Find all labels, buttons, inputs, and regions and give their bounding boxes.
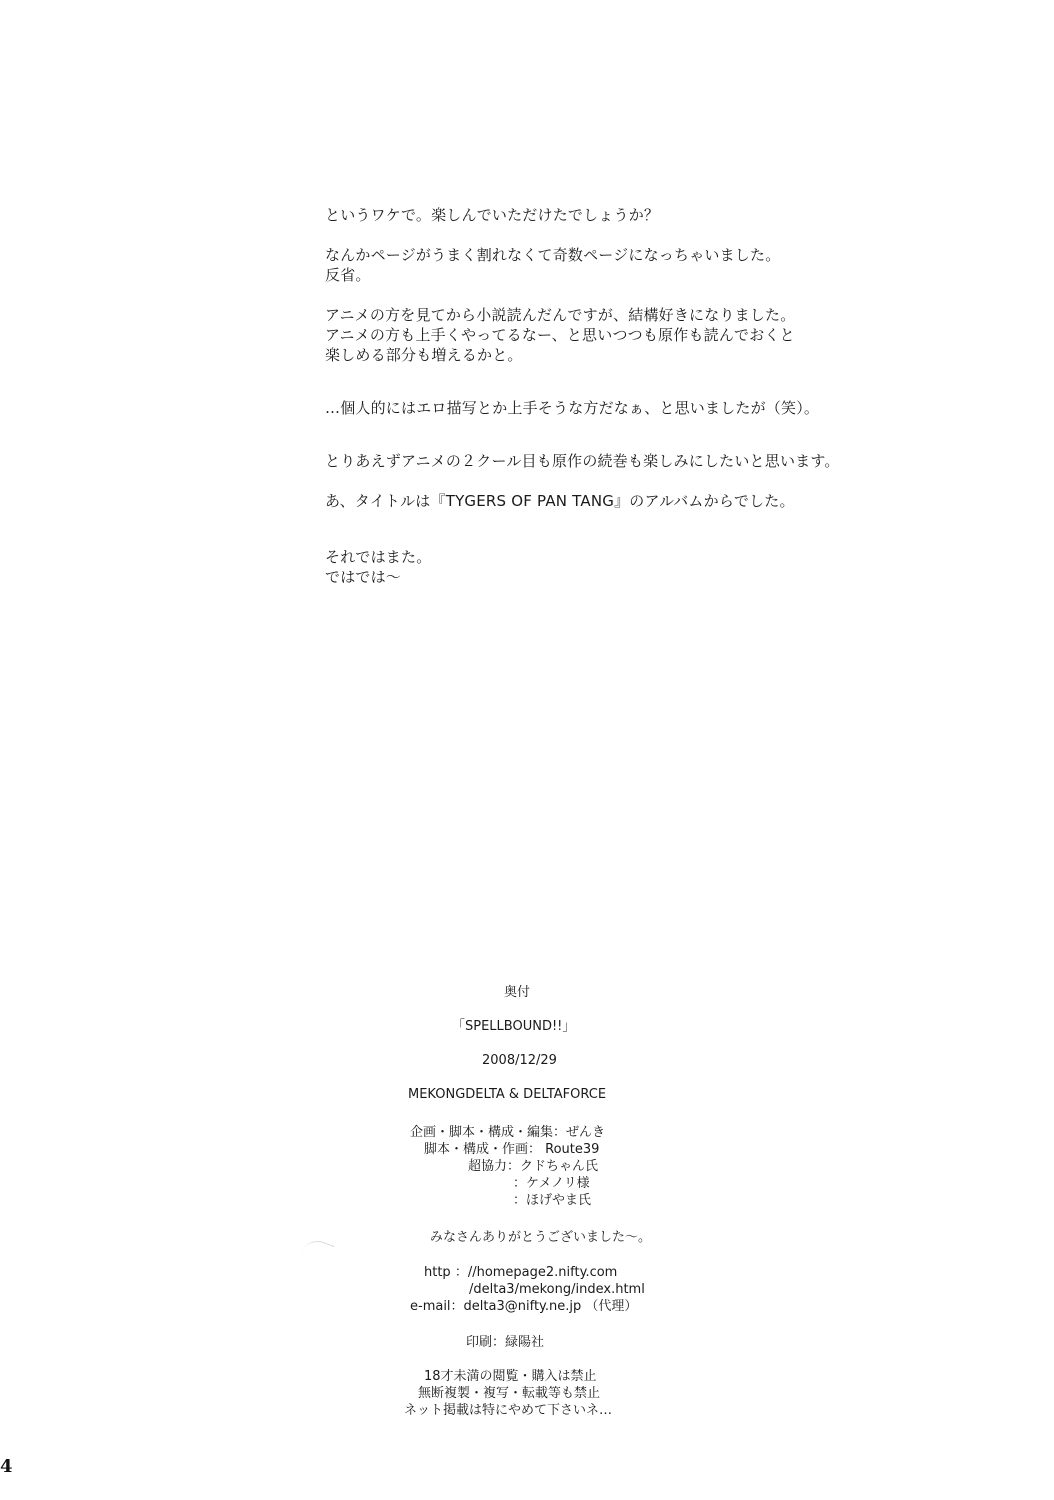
book-title: 「SPELLBOUND!!」 (452, 1019, 576, 1034)
thanks-message: みなさんありがとうございました～。 (430, 1230, 652, 1245)
afterword-line: 楽しめる部分も増えるかと。 (325, 346, 523, 364)
afterword-line: なんかページがうまく割れなくて奇数ページになっちゃいました。 (325, 246, 781, 264)
afterword-line: アニメの方を見てから小説読んだんですが、結構好きになりました。 (325, 306, 796, 324)
afterword-line: とりあえずアニメの２クール目も原作の続巻も楽しみにしたいと思います。 (325, 452, 840, 470)
notice-line: 18才未満の閲覧・購入は禁止 (424, 1369, 597, 1384)
page-number: 4 (0, 1456, 13, 1477)
notice-line: 無断複製・複写・転載等も禁止 (418, 1386, 601, 1401)
printer: 印刷：緑陽社 (466, 1335, 545, 1350)
colophon-heading: 奥付 (504, 985, 531, 1000)
credit-line: ：ほげやま氏 (513, 1193, 592, 1208)
afterword-line: …個人的にはエロ描写とか上手そうな方だなぁ、と思いましたが（笑）。 (325, 399, 820, 417)
credit-line: 脚本・構成・作画： Route39 (424, 1142, 600, 1157)
credit-line: 企画・脚本・構成・編集：ぜんき (410, 1125, 606, 1140)
afterword-line: ではでは～ (325, 568, 402, 586)
afterword-line: あ、タイトルは『TYGERS OF PAN TANG』のアルバムからでした。 (325, 492, 795, 510)
website-url-path: /delta3/mekong/index.html (469, 1282, 645, 1297)
credit-line: ：ケメノリ様 (513, 1176, 590, 1191)
afterword-line: というワケで。楽しんでいただけたでしょうか？ (325, 206, 660, 224)
notice-line: ネット掲載は特にやめて下さいネ… (404, 1403, 613, 1418)
afterword-line: 反省。 (325, 266, 371, 284)
website-url: http ：//homepage2.nifty.com (424, 1265, 618, 1280)
credit-line: 超協力：クドちゃん氏 (468, 1159, 599, 1174)
publication-date: 2008/12/29 (482, 1053, 557, 1068)
email-address: e-mail：delta3@nifty.ne.jp （代理） (410, 1299, 638, 1314)
afterword-line: それではまた。 (325, 548, 432, 566)
afterword-line: アニメの方も上手くやってるなー、と思いつつも原作も読んでおくと (325, 326, 795, 344)
circle-name: MEKONGDELTA & DELTAFORCE (408, 1087, 607, 1102)
